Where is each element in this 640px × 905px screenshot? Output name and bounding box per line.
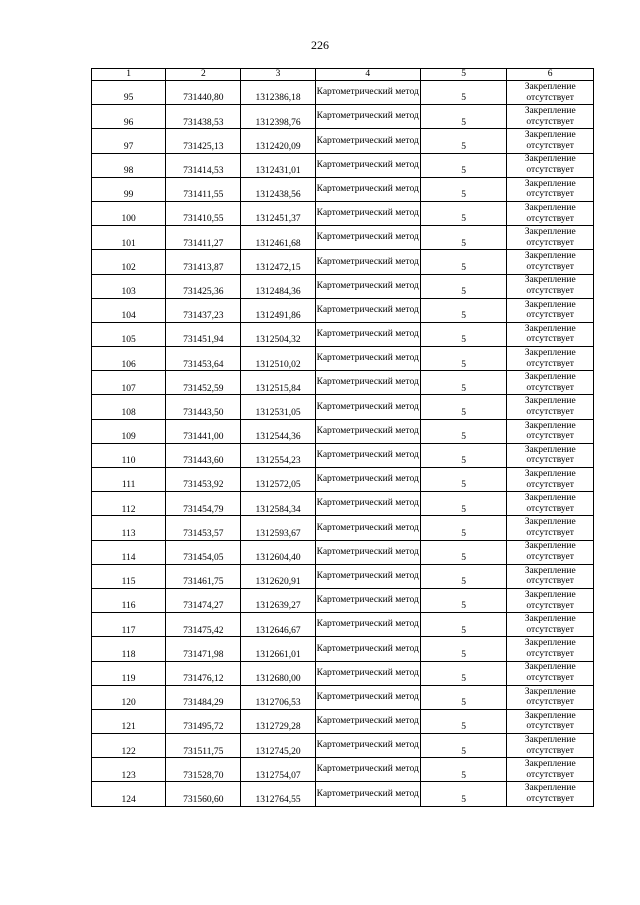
point-number-cell: 96: [92, 105, 166, 129]
coord-y-cell: 1312510,02: [241, 347, 315, 371]
accuracy-cell: 5: [420, 177, 507, 201]
header-col-5: 5: [420, 69, 507, 81]
method-cell: Картометрический метод: [315, 492, 420, 516]
coord-y-cell: 1312504,32: [241, 322, 315, 346]
coord-y-cell: 1312420,09: [241, 129, 315, 153]
method-cell: Картометрический метод: [315, 298, 420, 322]
coord-x-cell: 731440,80: [166, 81, 241, 105]
table-row: [92, 274, 594, 298]
fixation-cell: Закрепление отсутствует: [507, 661, 594, 685]
fixation-cell: Закрепление отсутствует: [507, 347, 594, 371]
coord-x-cell: 731437,23: [166, 298, 241, 322]
coord-x-cell: 731425,36: [166, 274, 241, 298]
table-row: [92, 347, 594, 371]
table-row: [92, 661, 594, 685]
fixation-cell: Закрепление отсутствует: [507, 129, 594, 153]
point-number-cell: 109: [92, 419, 166, 443]
point-number-cell: 105: [92, 322, 166, 346]
point-number-cell: 122: [92, 734, 166, 758]
table-row: [92, 540, 594, 564]
coord-x-cell: 731560,60: [166, 782, 241, 806]
fixation-cell: Закрепление отсутствует: [507, 637, 594, 661]
table-row: [92, 637, 594, 661]
point-number-cell: 116: [92, 588, 166, 612]
method-cell: Картометрический метод: [315, 371, 420, 395]
coord-y-cell: 1312729,28: [241, 709, 315, 733]
accuracy-cell: 5: [420, 782, 507, 806]
method-cell: Картометрический метод: [315, 250, 420, 274]
method-cell: Картометрический метод: [315, 685, 420, 709]
accuracy-cell: 5: [420, 419, 507, 443]
coord-x-cell: 731410,55: [166, 201, 241, 225]
method-cell: Картометрический метод: [315, 177, 420, 201]
coord-y-cell: 1312661,01: [241, 637, 315, 661]
point-number-cell: 124: [92, 782, 166, 806]
accuracy-cell: 5: [420, 298, 507, 322]
accuracy-cell: 5: [420, 637, 507, 661]
coord-y-cell: 1312754,07: [241, 758, 315, 782]
accuracy-cell: 5: [420, 226, 507, 250]
method-cell: Картометрический метод: [315, 588, 420, 612]
coord-y-cell: 1312491,86: [241, 298, 315, 322]
accuracy-cell: 5: [420, 685, 507, 709]
coord-y-cell: 1312593,67: [241, 516, 315, 540]
fixation-cell: Закрепление отсутствует: [507, 274, 594, 298]
header-col-1: 1: [92, 69, 166, 81]
coord-y-cell: 1312764,55: [241, 782, 315, 806]
point-number-cell: 113: [92, 516, 166, 540]
header-col-2: 2: [166, 69, 241, 81]
method-cell: Картометрический метод: [315, 443, 420, 467]
point-number-cell: 99: [92, 177, 166, 201]
coord-x-cell: 731443,50: [166, 395, 241, 419]
accuracy-cell: 5: [420, 564, 507, 588]
point-number-cell: 112: [92, 492, 166, 516]
method-cell: Картометрический метод: [315, 734, 420, 758]
header-col-6: 6: [507, 69, 594, 81]
method-cell: Картометрический метод: [315, 758, 420, 782]
accuracy-cell: 5: [420, 201, 507, 225]
accuracy-cell: 5: [420, 709, 507, 733]
method-cell: Картометрический метод: [315, 540, 420, 564]
method-cell: Картометрический метод: [315, 322, 420, 346]
coordinates-table: [91, 68, 594, 807]
method-cell: Картометрический метод: [315, 516, 420, 540]
coord-x-cell: 731474,27: [166, 588, 241, 612]
point-number-cell: 117: [92, 613, 166, 637]
coord-y-cell: 1312745,20: [241, 734, 315, 758]
point-number-cell: 97: [92, 129, 166, 153]
coord-x-cell: 731495,72: [166, 709, 241, 733]
coord-x-cell: 731475,42: [166, 613, 241, 637]
fixation-cell: Закрепление отсутствует: [507, 492, 594, 516]
coord-y-cell: 1312646,67: [241, 613, 315, 637]
coord-y-cell: 1312484,36: [241, 274, 315, 298]
fixation-cell: Закрепление отсутствует: [507, 322, 594, 346]
table-body: [92, 81, 594, 807]
header-col-4: 4: [315, 69, 420, 81]
table-row: [92, 250, 594, 274]
accuracy-cell: 5: [420, 443, 507, 467]
fixation-cell: Закрепление отсутствует: [507, 395, 594, 419]
accuracy-cell: 5: [420, 274, 507, 298]
accuracy-cell: 5: [420, 371, 507, 395]
table-row: [92, 709, 594, 733]
table-row: [92, 153, 594, 177]
fixation-cell: Закрепление отсутствует: [507, 298, 594, 322]
table-row: [92, 588, 594, 612]
coord-x-cell: 731425,13: [166, 129, 241, 153]
coord-y-cell: 1312620,91: [241, 564, 315, 588]
coord-y-cell: 1312461,68: [241, 226, 315, 250]
fixation-cell: Закрепление отсутствует: [507, 105, 594, 129]
point-number-cell: 111: [92, 468, 166, 492]
fixation-cell: Закрепление отсутствует: [507, 540, 594, 564]
method-cell: Картометрический метод: [315, 274, 420, 298]
point-number-cell: 100: [92, 201, 166, 225]
coord-y-cell: 1312706,53: [241, 685, 315, 709]
method-cell: Картометрический метод: [315, 613, 420, 637]
coord-x-cell: 731484,29: [166, 685, 241, 709]
method-cell: Картометрический метод: [315, 564, 420, 588]
coord-y-cell: 1312531,05: [241, 395, 315, 419]
coord-y-cell: 1312438,56: [241, 177, 315, 201]
table-row: [92, 564, 594, 588]
point-number-cell: 106: [92, 347, 166, 371]
method-cell: Картометрический метод: [315, 709, 420, 733]
accuracy-cell: 5: [420, 468, 507, 492]
coord-y-cell: 1312386,18: [241, 81, 315, 105]
table-row: [92, 226, 594, 250]
table-row: [92, 395, 594, 419]
accuracy-cell: 5: [420, 105, 507, 129]
accuracy-cell: 5: [420, 734, 507, 758]
coord-x-cell: 731453,64: [166, 347, 241, 371]
fixation-cell: Закрепление отсутствует: [507, 81, 594, 105]
point-number-cell: 108: [92, 395, 166, 419]
accuracy-cell: 5: [420, 250, 507, 274]
accuracy-cell: 5: [420, 492, 507, 516]
fixation-cell: Закрепление отсутствует: [507, 443, 594, 467]
coord-x-cell: 731413,87: [166, 250, 241, 274]
table-row: [92, 613, 594, 637]
point-number-cell: 104: [92, 298, 166, 322]
table-row: [92, 782, 594, 806]
accuracy-cell: 5: [420, 81, 507, 105]
coord-y-cell: 1312398,76: [241, 105, 315, 129]
coord-y-cell: 1312451,37: [241, 201, 315, 225]
coord-x-cell: 731438,53: [166, 105, 241, 129]
table-row: [92, 322, 594, 346]
table-row: [92, 492, 594, 516]
accuracy-cell: 5: [420, 540, 507, 564]
table-row: [92, 298, 594, 322]
coord-x-cell: 731528,70: [166, 758, 241, 782]
point-number-cell: 118: [92, 637, 166, 661]
fixation-cell: Закрепление отсутствует: [507, 758, 594, 782]
coord-x-cell: 731476,12: [166, 661, 241, 685]
fixation-cell: Закрепление отсутствует: [507, 709, 594, 733]
point-number-cell: 107: [92, 371, 166, 395]
table-row: [92, 81, 594, 105]
accuracy-cell: 5: [420, 395, 507, 419]
coord-y-cell: 1312584,34: [241, 492, 315, 516]
header-row: [92, 69, 594, 81]
point-number-cell: 101: [92, 226, 166, 250]
coord-y-cell: 1312472,15: [241, 250, 315, 274]
fixation-cell: Закрепление отсутствует: [507, 564, 594, 588]
table-row: [92, 177, 594, 201]
fixation-cell: Закрепление отсутствует: [507, 516, 594, 540]
table-row: [92, 468, 594, 492]
table-row: [92, 685, 594, 709]
fixation-cell: Закрепление отсутствует: [507, 371, 594, 395]
accuracy-cell: 5: [420, 661, 507, 685]
method-cell: Картометрический метод: [315, 661, 420, 685]
fixation-cell: Закрепление отсутствует: [507, 613, 594, 637]
coord-x-cell: 731454,05: [166, 540, 241, 564]
accuracy-cell: 5: [420, 613, 507, 637]
method-cell: Картометрический метод: [315, 153, 420, 177]
table-row: [92, 129, 594, 153]
fixation-cell: Закрепление отсутствует: [507, 201, 594, 225]
coord-y-cell: 1312639,27: [241, 588, 315, 612]
method-cell: Картометрический метод: [315, 395, 420, 419]
method-cell: Картометрический метод: [315, 468, 420, 492]
coord-x-cell: 731452,59: [166, 371, 241, 395]
fixation-cell: Закрепление отсутствует: [507, 250, 594, 274]
coord-x-cell: 731411,55: [166, 177, 241, 201]
fixation-cell: Закрепление отсутствует: [507, 782, 594, 806]
page-number: 226: [311, 38, 329, 52]
fixation-cell: Закрепление отсутствует: [507, 734, 594, 758]
method-cell: Картометрический метод: [315, 347, 420, 371]
coord-x-cell: 731471,98: [166, 637, 241, 661]
accuracy-cell: 5: [420, 129, 507, 153]
table-row: [92, 371, 594, 395]
coord-x-cell: 731414,53: [166, 153, 241, 177]
point-number-cell: 114: [92, 540, 166, 564]
point-number-cell: 98: [92, 153, 166, 177]
point-number-cell: 120: [92, 685, 166, 709]
fixation-cell: Закрепление отсутствует: [507, 226, 594, 250]
accuracy-cell: 5: [420, 758, 507, 782]
coord-x-cell: 731511,75: [166, 734, 241, 758]
fixation-cell: Закрепление отсутствует: [507, 419, 594, 443]
coord-x-cell: 731453,92: [166, 468, 241, 492]
coord-y-cell: 1312572,05: [241, 468, 315, 492]
method-cell: Картометрический метод: [315, 637, 420, 661]
fixation-cell: Закрепление отсутствует: [507, 468, 594, 492]
point-number-cell: 119: [92, 661, 166, 685]
point-number-cell: 102: [92, 250, 166, 274]
fixation-cell: Закрепление отсутствует: [507, 588, 594, 612]
fixation-cell: Закрепление отсутствует: [507, 153, 594, 177]
table-row: [92, 758, 594, 782]
method-cell: Картометрический метод: [315, 81, 420, 105]
table-row: [92, 516, 594, 540]
accuracy-cell: 5: [420, 153, 507, 177]
coord-y-cell: 1312554,23: [241, 443, 315, 467]
coord-x-cell: 731411,27: [166, 226, 241, 250]
method-cell: Картометрический метод: [315, 201, 420, 225]
point-number-cell: 121: [92, 709, 166, 733]
point-number-cell: 115: [92, 564, 166, 588]
table-header: [92, 69, 594, 81]
accuracy-cell: 5: [420, 516, 507, 540]
fixation-cell: Закрепление отсутствует: [507, 685, 594, 709]
table-row: [92, 734, 594, 758]
method-cell: Картометрический метод: [315, 419, 420, 443]
method-cell: Картометрический метод: [315, 782, 420, 806]
coord-y-cell: 1312604,40: [241, 540, 315, 564]
point-number-cell: 103: [92, 274, 166, 298]
coord-y-cell: 1312431,01: [241, 153, 315, 177]
header-col-3: 3: [241, 69, 315, 81]
fixation-cell: Закрепление отсутствует: [507, 177, 594, 201]
table-row: [92, 443, 594, 467]
coord-x-cell: 731461,75: [166, 564, 241, 588]
coord-x-cell: 731441,00: [166, 419, 241, 443]
point-number-cell: 110: [92, 443, 166, 467]
coord-y-cell: 1312515,84: [241, 371, 315, 395]
point-number-cell: 95: [92, 81, 166, 105]
coord-y-cell: 1312680,00: [241, 661, 315, 685]
point-number-cell: 123: [92, 758, 166, 782]
coord-x-cell: 731454,79: [166, 492, 241, 516]
table-row: [92, 419, 594, 443]
coord-x-cell: 731451,94: [166, 322, 241, 346]
coord-y-cell: 1312544,36: [241, 419, 315, 443]
method-cell: Картометрический метод: [315, 129, 420, 153]
table-row: [92, 201, 594, 225]
table-row: [92, 105, 594, 129]
method-cell: Картометрический метод: [315, 226, 420, 250]
method-cell: Картометрический метод: [315, 105, 420, 129]
accuracy-cell: 5: [420, 588, 507, 612]
coord-x-cell: 731443,60: [166, 443, 241, 467]
accuracy-cell: 5: [420, 322, 507, 346]
coord-x-cell: 731453,57: [166, 516, 241, 540]
accuracy-cell: 5: [420, 347, 507, 371]
